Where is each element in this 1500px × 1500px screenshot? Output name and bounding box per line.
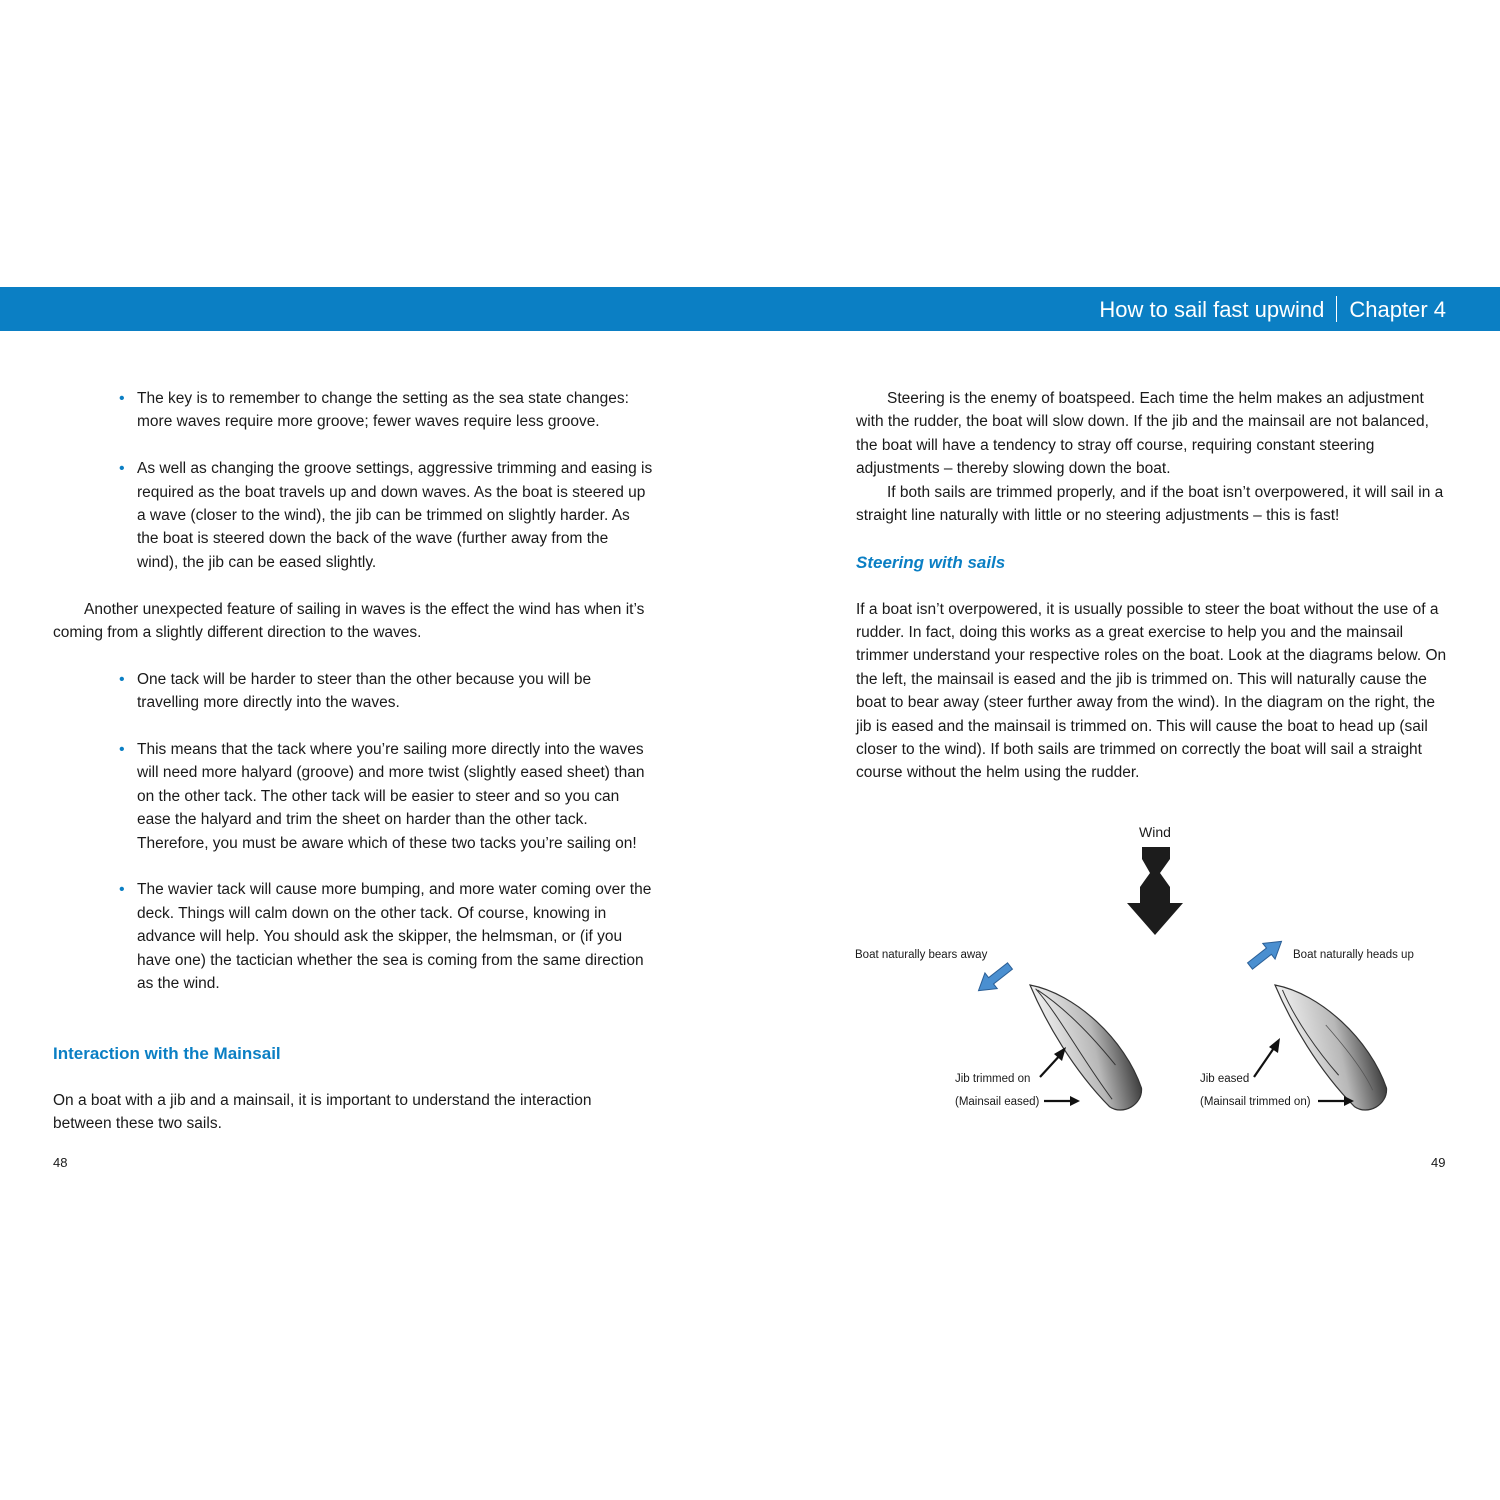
page-number-right: 49 xyxy=(1431,1155,1446,1170)
mainsail-eased-label: (Mainsail eased) xyxy=(955,1096,1040,1108)
bullet-icon: • xyxy=(119,881,125,899)
bullet-text: The key is to remember to change the setting as the sea state changes: more waves require more groove; fewer waves require less groove. xyxy=(137,390,629,431)
bullet-list-tacks xyxy=(53,668,653,996)
bullet-icon: • xyxy=(119,741,125,759)
bullet-icon: • xyxy=(119,390,125,407)
boat-bearing-away xyxy=(1027,961,1149,1122)
head-up-arrow-icon xyxy=(1244,933,1288,973)
jib-eased-label: Jib eased xyxy=(1200,1073,1250,1085)
bullet-text: One tack will be harder to steer than the other because you will be travelling more directly into the waves. xyxy=(137,670,592,712)
paragraph: Another unexpected feature of sailing in waves is the effect the wind has when it’s coming from a slightly different direction to the waves. xyxy=(53,600,645,642)
wind-label: Wind xyxy=(1139,824,1171,840)
header-divider xyxy=(1336,296,1337,322)
right-page-text xyxy=(856,387,1450,785)
list-item xyxy=(53,738,653,855)
bullet-text: This means that the tack where you’re sailing more directly into the waves will need more halyard (groove) and more twist (slightly eased sheet) than on the other tack. The other tack will be easier to steer and so you can ease the halyard and trim the sheet on harder than the other tack. Therefore, you must be aware which of these two tacks you’re sailing on! xyxy=(137,741,645,852)
section-heading: Steering with sails xyxy=(856,552,1006,572)
page-number-left: 48 xyxy=(53,1155,68,1170)
list-item xyxy=(53,878,653,995)
bears-away-label: Boat naturally bears away xyxy=(855,949,988,961)
chapter-header-band xyxy=(0,287,1500,331)
pointer-arrowhead-icon xyxy=(1070,1096,1080,1106)
list-item xyxy=(53,387,653,434)
jib-trimmed-label: Jib trimmed on xyxy=(955,1073,1031,1085)
bullet-icon: • xyxy=(119,670,125,688)
bullet-icon: • xyxy=(119,460,125,478)
paragraph: Steering is the enemy of boatspeed. Each time the helm makes an adjustment with the rudder, the boat will slow down. If the jib and the mainsail are not balanced, the boat will have a tendency to stray off course, requiring constant steering adjustments – thereby slowing down the boat. xyxy=(856,390,1429,478)
bullet-text: As well as changing the groove settings, aggressive trimming and easing is required as the boat travels up and down waves. As the boat is steered up a wave (closer to the wind), the jib can be trimmed on slightly harder. As the boat is steered down the back of the wave (further away from the wind), the jib can be eased slightly. xyxy=(137,460,653,571)
bear-away-arrow-icon xyxy=(972,958,1016,998)
book-section-title: How to sail fast upwind xyxy=(1099,297,1325,322)
running-header xyxy=(1099,287,1446,331)
pointer-arrow-icon xyxy=(1254,1045,1276,1077)
paragraph: On a boat with a jib and a mainsail, it is important to understand the interaction between these two sails. xyxy=(53,1092,592,1133)
chapter-label: Chapter 4 xyxy=(1349,297,1446,322)
mainsail-trimmed-label: (Mainsail trimmed on) xyxy=(1200,1096,1311,1108)
list-item xyxy=(53,668,653,715)
paragraph: If a boat isn’t overpowered, it is usually possible to steer the boat without the use of a rudder. In fact, doing this works as a great exercise to help you and the mainsail trimmer understand your respective roles on the boat. Look at the diagrams below. On the left, the mainsail is eased and the jib is trimmed on. This will naturally cause the boat to bear away (steer further away from the wind). In the diagram on the right, the jib is eased and the mainsail is trimmed on. This will cause the boat to head up (sail closer to the wind). If both sails are trimmed on correctly the boat will sail a straight course without the helm using the rudder. xyxy=(856,600,1447,782)
left-page-text xyxy=(53,387,653,1136)
bullet-list-groove xyxy=(53,387,653,574)
pointer-arrowhead-icon xyxy=(1269,1038,1280,1053)
wind-arrow-icon xyxy=(1127,847,1183,935)
list-item xyxy=(53,457,653,574)
paragraph: If both sails are trimmed properly, and if the boat isn’t overpowered, it will sail in a straight line naturally with little or no steering adjustments – this is fast! xyxy=(856,483,1444,525)
steering-with-sails-diagram xyxy=(840,815,1450,1145)
heads-up-label: Boat naturally heads up xyxy=(1293,949,1414,961)
section-heading: Interaction with the Mainsail xyxy=(53,1044,281,1064)
bullet-text: The wavier tack will cause more bumping, and more water coming over the deck. Things will calm down on the other tack. Of course, knowing in advance will help. You should ask the skipper, the helmsman, or (if you have one) the tactician whether the sea is coming from the same direction as the wind. xyxy=(137,881,652,993)
